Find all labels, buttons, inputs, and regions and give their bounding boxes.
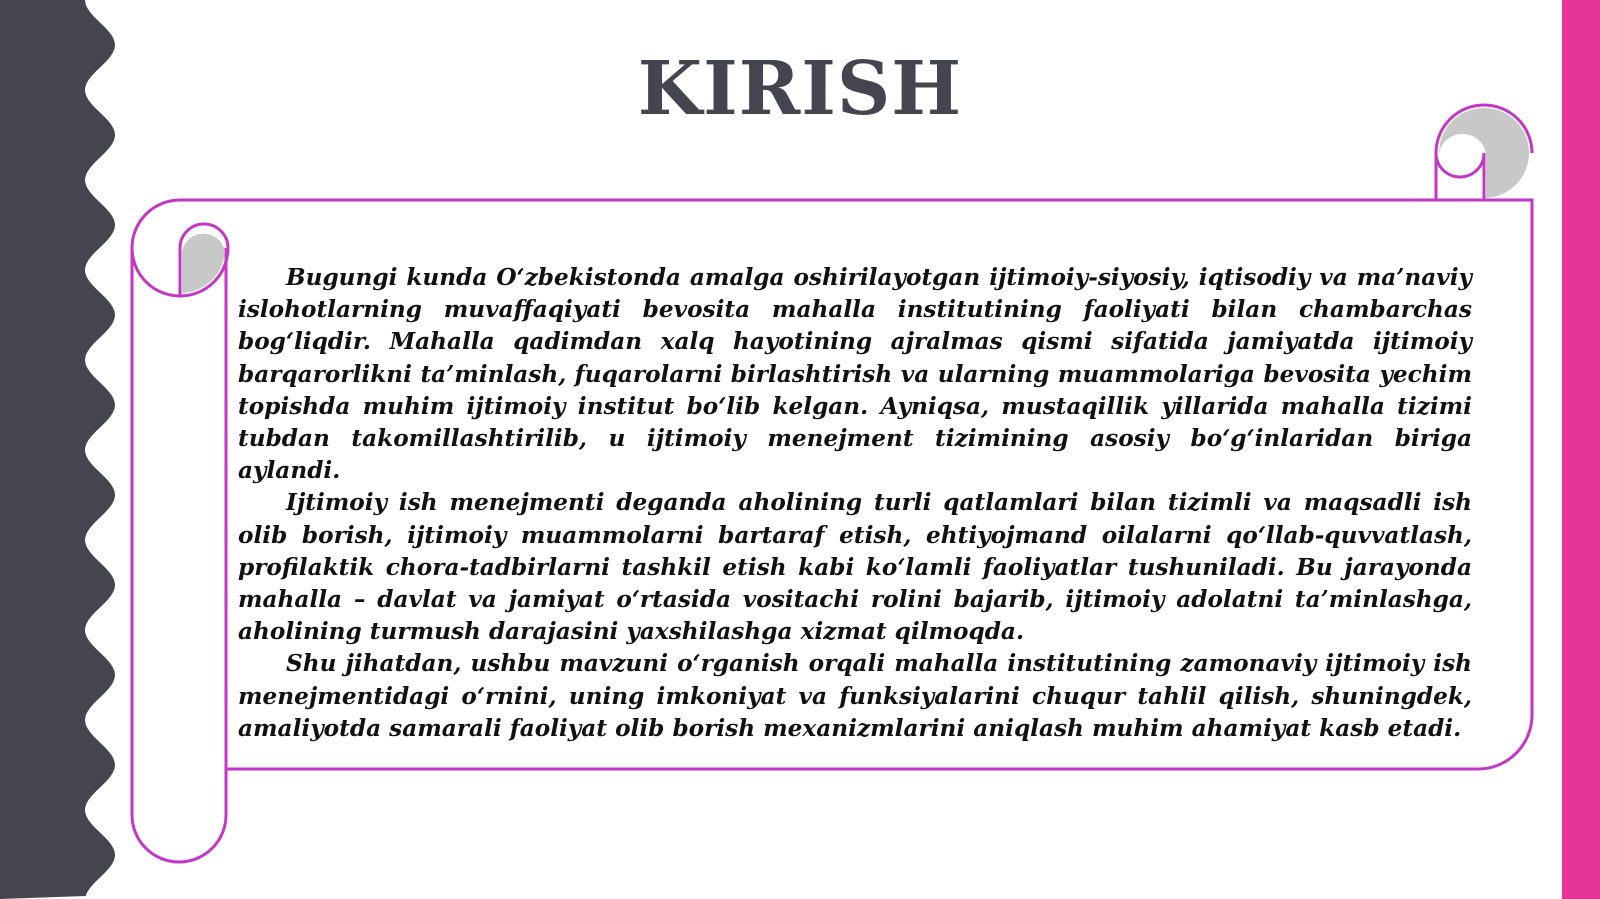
intro-text <box>238 262 1472 745</box>
paragraph-3: Shu jihatdan, ushbu mavzuni o‘rganish orqali mahalla institutining zamonaviy ijtimoiy ish menejmentidagi o‘rnini, uning imkoniyat va funksiyalarini chuqur tahlil qilish, shuningdek, amaliyotda samarali faoliyat olib borish mexanizmlarini aniqlash muhim ahamiyat kasb etadi. <box>238 650 1472 742</box>
paragraph-1: Bugungi kunda O‘zbekistonda amalga oshirilayotgan ijtimoiy-siyosiy, iqtisodiy va ma’naviy islohotlarning muvaffaqiyati bevosita mahalla institutining faoliyati bilan chambarchas bog‘liqdir. Mahalla qadimdan xalq hayotining ajralmas qismi sifatida jamiyatda ijtimoiy barqarorlikni ta’minlash, fuqarolarni birlashtirish va ularning muammolariga bevosita yechim topishda muhim ijtimoiy institut bo‘lib kelgan. Ayniqsa, mustaqillik yillarida mahalla tizimi tubdan takomillashtirilib, u ijtimoiy menejment tizimining asosiy bo‘g‘inlaridan biriga aylandi. <box>238 264 1472 485</box>
paragraph-2: Ijtimoiy ish menejmenti deganda aholining turli qatlamlari bilan tizimli va maqsadli ish olib borish, ijtimoiy muammolarni bartaraf etish, ehtiyojmand oilalarni qo‘llab-quvvatlash, profilaktik chora-tadbirlarni tashkil etish kabi ko‘lamli faoliyatlar tushuniladi. Bu jarayonda mahalla – davlat va jamiyat o‘rtasida vositachi rolini bajarib, ijtimoiy adolatni ta’minlashga, aholining turmush darajasini yaxshilashga xizmat qilmoqda. <box>238 489 1472 646</box>
slide-title: KIRISH <box>637 46 963 132</box>
scroll-left-curl-fill <box>182 234 225 293</box>
scroll-left-roll <box>132 200 226 862</box>
